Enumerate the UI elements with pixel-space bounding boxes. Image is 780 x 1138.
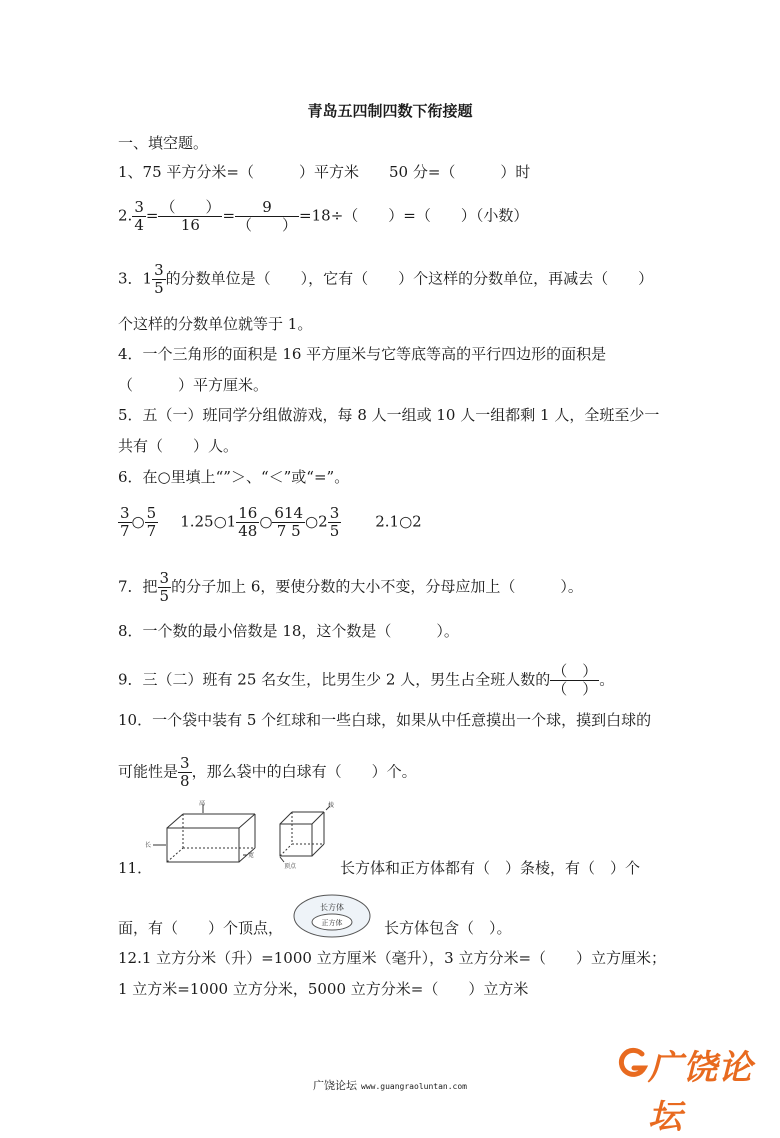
question-6-items: $\frac{3}{7}$ ○ $\frac{5}{7}$ 1.25○1 $\frac{16}{48}$ ○ $\frac{614}{7 5}$ ○2 $\frac{3}{5}$ 2.1○2 — [120, 504, 422, 540]
question-3-continued: 个这样的分数单位就等于 1。 — [118, 315, 313, 333]
footer-brand: 广饶论坛 — [313, 1079, 358, 1092]
page-title: 青岛五四制四数下衔接题 — [307, 102, 473, 120]
question-5: 5．五（一）班同学分组做游戏，每 8 人一组或 10 人一组都剩 1 人，全班至少一 — [118, 406, 660, 424]
question-11-continued-2: 长方体包含（ ）。 — [384, 919, 512, 937]
venn-outer-label: 长方体 — [320, 903, 344, 912]
question-6: 6．在○里填上“”＞、“＜”或“=”。 — [118, 468, 350, 486]
fraction: $\frac{3}{7}$ — [120, 504, 130, 540]
question-11-number: 11． — [118, 859, 153, 877]
fraction: $\frac{9}{( )}$ — [237, 198, 298, 234]
question-10: 10．一个袋中装有 5 个红球和一些白球，如果从中任意摸出一个球，摸到白球的 — [118, 711, 652, 729]
fraction: $\frac{3}{5}$ — [329, 504, 340, 540]
cuboid-label-width: 宽 — [248, 852, 255, 859]
question-3: 3．1 $\frac{3}{5}$ 的分数单位是（ ），它有（ ）个这样的分数单位，再减去（ ） — [118, 261, 654, 297]
fraction: $\frac{5}{7}$ — [146, 504, 157, 540]
cuboid-label-height: 高 — [199, 800, 206, 807]
footer-url[interactable]: www.guangraoluntan.com — [361, 1082, 467, 1091]
question-12: 12.1 立方分米（升）=1000 立方厘米（毫升），3 立方分米=（ ）立方厘米； — [118, 949, 667, 967]
fraction: $\frac{16}{48}$ — [238, 504, 258, 540]
question-1: 1、75 平方分米=（ ）平方米 50 分=（ ）时 — [118, 163, 531, 181]
site-logo-text: 广饶论坛 — [648, 1048, 753, 1137]
question-7: 7．把 $\frac{3}{5}$ 的分子加上 6，要使分数的大小不变，分母应加上（ ）。 — [118, 569, 583, 605]
question-4: 4．一个三角形的面积是 16 平方厘米与它等底等高的平行四边形的面积是 — [118, 345, 607, 363]
fraction: $\frac{( )}{( )}$ — [552, 662, 598, 698]
question-12-continued: 1 立方米=1000 立方分米，5000 立方分米=（ ）立方米 — [118, 980, 529, 998]
venn-diagram — [292, 893, 376, 939]
cube-label-vertex: 顶点 — [284, 863, 297, 870]
question-11-continued: 面，有（ ）个顶点， — [118, 919, 284, 937]
cube-label-edge: 棱 — [328, 802, 335, 809]
question-5-continued: 共有（ ）人。 — [118, 437, 239, 455]
fraction: $\frac{614}{7 5}$ — [274, 504, 304, 540]
fraction: $\frac{3}{5}$ — [154, 261, 164, 297]
question-2: 2. $\frac{3}{4}$ = $\frac{( )}{16}$ = $\frac{9}{( )}$ =18÷（ ）=（ ）（小数） — [118, 198, 529, 234]
logo-g-icon — [618, 1046, 648, 1080]
question-9: 9．三（二）班有 25 名女生，比男生少 2 人，男生占全班人数的 $\frac{( )}{( )}$ 。 — [118, 662, 615, 698]
fraction: $\frac{3}{8}$ — [180, 754, 190, 790]
fraction: $\frac{( )}{16}$ — [160, 198, 221, 234]
question-4-continued: （ ）平方厘米。 — [118, 376, 269, 394]
cuboid-label-length: 长 — [145, 842, 152, 849]
cuboid-figure — [145, 800, 265, 870]
question-10-continued: 可能性是 $\frac{3}{8}$ ，那么袋中的白球有（ ）个。 — [118, 754, 417, 790]
question-8: 8．一个数的最小倍数是 18，这个数是（ ）。 — [118, 622, 459, 640]
cube-figure — [270, 800, 340, 870]
section-heading: 一、填空题。 — [118, 134, 209, 152]
fraction: $\frac{3}{5}$ — [159, 569, 170, 605]
question-11: 长方体和正方体都有（ ）条棱，有（ ）个 — [340, 859, 641, 877]
fraction: $\frac{3}{4}$ — [134, 198, 144, 234]
venn-inner-label: 正方体 — [321, 919, 343, 927]
